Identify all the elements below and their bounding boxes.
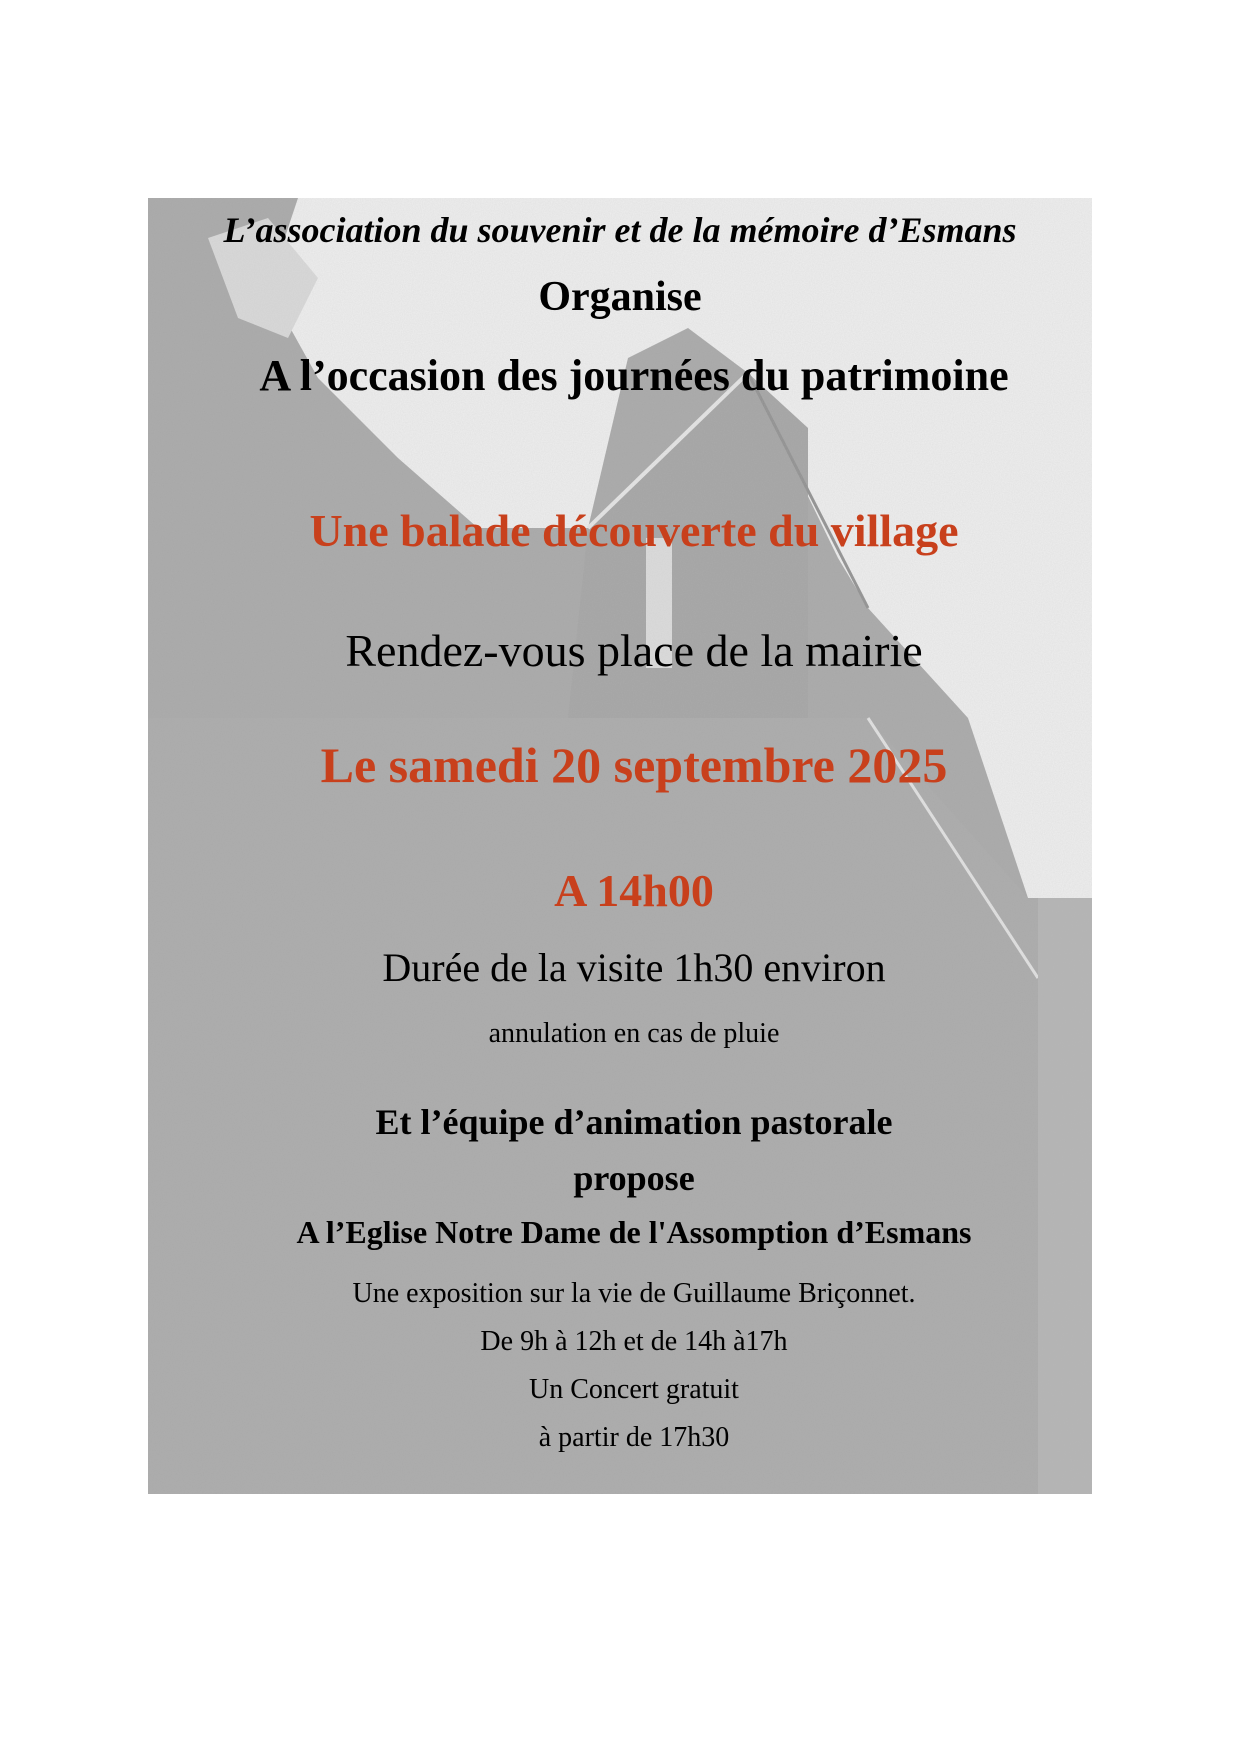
pastoral-team-heading: Et l’équipe d’animation pastorale [375,1102,893,1142]
concert-time: à partir de 17h30 [538,1422,730,1453]
meeting-point: Rendez-vous place de la mairie [345,625,923,676]
church-location: A l’Eglise Notre Dame de l'Assomption d’Esmans [296,1214,972,1250]
visit-duration: Durée de la visite 1h30 environ [382,945,886,990]
rain-cancellation-note: annulation en cas de pluie [488,1018,780,1049]
exhibition-line: Une exposition sur la vie de Guillaume Briçonnet. [352,1278,916,1309]
event-time: A 14h00 [554,865,714,916]
concert-line: Un Concert gratuit [529,1374,739,1405]
association-name: L’association du souvenir et de la mémoire d’Esmans [223,210,1017,250]
organise-heading: Organise [538,274,702,320]
poster [148,198,1092,1494]
event-title: Une balade découverte du village [309,505,959,556]
occasion-heading: A l’occasion des journées du patrimoine [259,351,1009,400]
event-date: Le samedi 20 septembre 2025 [320,737,948,793]
exhibition-hours: De 9h à 12h et de 14h à17h [480,1326,788,1357]
propose-heading: propose [573,1158,695,1198]
